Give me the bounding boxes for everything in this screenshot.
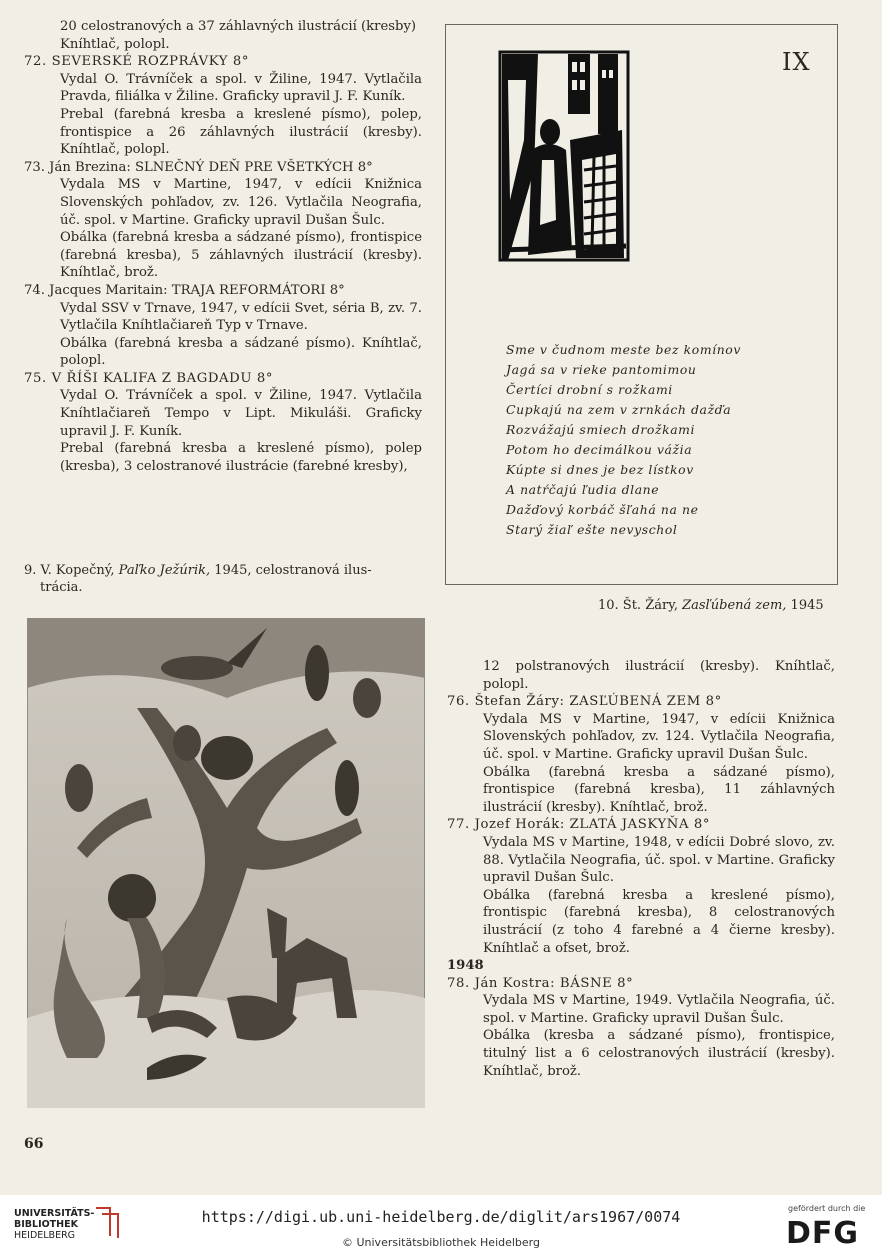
entry-76-description: Obálka (farebná kresba a sádzané písmo), frontispice (farebná kresba), 11 záhlavných ilustrácií (kresby). Kníhtlač, brož. bbox=[483, 764, 835, 815]
entry-74-title: 74. Jacques Maritain: TRAJA REFORMÁTORI 8° bbox=[24, 282, 345, 298]
entry-73-publisher: Vydala MS v Martine, 1947, v edícii Knižnica Slovenských pohľadov, zv. 126. Vytlačila Neografia, úč. spol. v Martine. Graficky upravil Dušan Šulc. bbox=[60, 177, 422, 228]
poem-line: Cupkajú na zem v zrnkách dažďa bbox=[506, 402, 732, 417]
entry-78-publisher: Vydala MS v Martine, 1949. Vytlačila Neografia, úč. spol. v Martine. Graficky upravil Dušan Šulc. bbox=[483, 993, 835, 1026]
entry-74-description: Obálka (farebná kresba a sádzané písmo). Kníhtlač, polopl. bbox=[60, 335, 422, 369]
left-column-text bbox=[24, 18, 422, 475]
entry-73-title: 73. Ján Brezina: SLNEČNÝ DEŇ PRE VŠETKÝCH 8° bbox=[24, 159, 373, 175]
entry-76-publisher: Vydala MS v Martine, 1947, v edícii Knižnica Slovenských pohľadov, zv. 124. Vytlačila Neografia, úč. spol. v Martine. Graficky upravil Dušan Šulc. bbox=[483, 711, 835, 762]
entry-78-description: Obálka (kresba a sádzané písmo), frontispice, titulný list a 6 celostranových ilustrácií (kresby). Kníhtlač, brož. bbox=[483, 1028, 835, 1079]
caption-9-rest2: trácia. bbox=[40, 580, 83, 595]
entry-73-description: Obálka (farebná kresba a sádzané písmo), frontispice (farebná kresba), 5 záhlavných ilustrácií (kresby). Kníhtlač, brož. bbox=[60, 230, 422, 281]
caption-10-year: 1945 bbox=[790, 598, 824, 613]
caption-9-number: 9. V. Kopečný, bbox=[24, 563, 115, 578]
poem-line: Sme v čudnom meste bez komínov bbox=[506, 342, 741, 357]
poem-line: Kúpte si dnes je bez lístkov bbox=[506, 462, 694, 477]
logo-line: HEIDELBERG bbox=[14, 1230, 76, 1241]
entry-77-title: 77. Jozef Horák: ZLATÁ JASKYŇA 8° bbox=[447, 817, 711, 833]
entry-76-title: 76. Štefan Žáry: ZASĽÚBENÁ ZEM 8° bbox=[447, 694, 722, 710]
logo-line: UNIVERSITÄTS- bbox=[14, 1208, 95, 1219]
text-line: Kníhtlač, polopl. bbox=[60, 36, 170, 52]
figure-9-caption bbox=[24, 562, 424, 596]
entry-78-title: 78. Ján Kostra: BÁSNE 8° bbox=[447, 975, 634, 991]
document-url-link[interactable]: https://digi.ub.uni-heidelberg.de/diglit/ars1967/0074 bbox=[201, 1208, 681, 1226]
right-column-text bbox=[447, 658, 835, 1080]
entry-75-description: Prebal (farebná kresba a kreslené písmo), polep (kresba), 3 celostranové ilustrácie (farebné kresby), bbox=[60, 441, 422, 474]
dfg-logo[interactable]: DFG bbox=[786, 1216, 860, 1251]
poem-line: Potom ho decimálkou vážia bbox=[506, 442, 693, 457]
poem-line: Jagá sa v rieke pantomimou bbox=[506, 362, 697, 377]
entry-72-title: 72. SEVERSKÉ ROZPRÁVKY 8° bbox=[24, 54, 250, 70]
poem-line: Rozvážajú smiech drožkami bbox=[506, 422, 696, 437]
poem-line: Dažďový korbáč šľahá na ne bbox=[506, 502, 699, 517]
entry-75-publisher: Vydal O. Trávníček a spol. v Žiline, 1947. Vytlačila Kníhtlačiareň Tempo v Lipt. Mikuláši. Graficky upravil J. F. Kuník. bbox=[60, 388, 422, 439]
caption-9-rest: 1945, celostranová ilus- bbox=[214, 563, 372, 578]
figure-10-caption bbox=[598, 598, 824, 613]
logo-line: BIBLIOTHEK bbox=[14, 1219, 78, 1230]
poem bbox=[506, 340, 741, 540]
entry-77-publisher: Vydala MS v Martine, 1948, v edícii Dobré slovo, zv. 88. Vytlačila Neografia, úč. spol. v Martine. Graficky upravil Dušan Šulc. bbox=[483, 834, 835, 886]
caption-10-title: Zasľúbená zem, bbox=[682, 598, 787, 613]
poem-line: Čertíci drobní s rožkami bbox=[506, 382, 673, 397]
entry-77-description: Obálka (farebná kresba a kreslené písmo), frontispic (farebná kresba), 8 celostranových ilustrácií (z toho 4 farebné a 4 čierne kresby). Kníhtlač a ofset, brož. bbox=[483, 887, 835, 956]
plate-number: IX bbox=[782, 48, 811, 76]
woodcut-illustration bbox=[498, 50, 630, 262]
entry-72-description: Prebal (farebná kresba a kreslené písmo), polep, frontispice a 26 záhlavných ilustrácií (kresby). Kníhtlač, polopl. bbox=[60, 106, 422, 158]
text-line: 12 polstranových ilustrácií (kresby). Kníhtlač, polopl. bbox=[483, 659, 835, 692]
funding-note: gefördert durch die bbox=[788, 1204, 866, 1213]
caption-9-title: Paľko Ježúrik, bbox=[118, 563, 211, 578]
copyright-notice: © Universitätsbibliothek Heidelberg bbox=[341, 1236, 540, 1249]
poem-line: Starý žiaľ ešte nevyschol bbox=[506, 522, 678, 537]
entry-74-publisher: Vydal SSV v Trnave, 1947, v edícii Svet, séria B, zv. 7. Vytlačila Kníhtlačiareň Typ v Trnave. bbox=[60, 300, 422, 334]
entry-72-publisher: Vydal O. Trávníček a spol. v Žiline, 1947. Vytlačila Pravda, filiálka v Žiline. Graficky upravil J. F. Kuník. bbox=[60, 71, 422, 105]
caption-10-number: 10. Št. Žáry, bbox=[598, 598, 678, 613]
forest-animals-illustration bbox=[27, 618, 425, 1108]
poem-line: A natŕčajú ľudia dlane bbox=[506, 482, 660, 497]
text-line: 20 celostranových a 37 záhlavných ilustrácií (kresby) bbox=[60, 19, 417, 34]
entry-75-title: 75. V ŘÍŠI KALIFA Z BAGDADU 8° bbox=[24, 370, 274, 386]
page-number: 66 bbox=[24, 1136, 44, 1152]
year-heading: 1948 bbox=[447, 958, 484, 974]
